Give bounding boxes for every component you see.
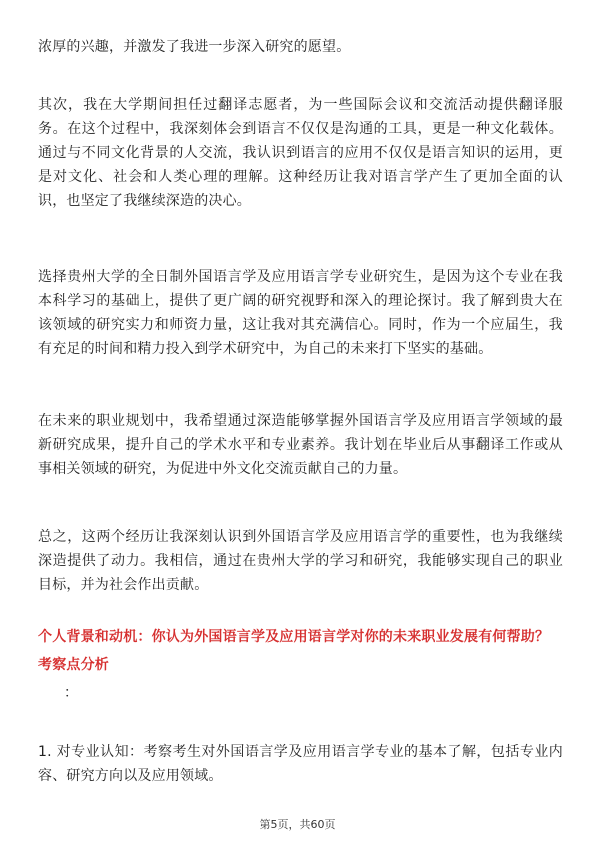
paragraph-career-plan: 在未来的职业规划中，我希望通过深造能够掌握外国语言学及应用语言学领域的最新研究成果，提升自己的学术水平和专业素养。我计划在毕业后从事翻译工作或从事相关领域的研究，为促进中外文化交流贡献自己的力量。 [38, 413, 563, 477]
paragraph-conclusion: 总之，这两个经历让我深刻认识到外国语言学及应用语言学的重要性，也为我继续深造提供了动力。我相信，通过在贵州大学的学习和研究，我能够实现自己的职业目标，并为社会作出贡献。 [38, 529, 563, 593]
paragraph-intro-continuation: 浓厚的兴趣，并激发了我进一步深入研究的愿望。 [38, 39, 351, 55]
analysis-point-1: 1. 对专业认知：考察考生对外国语言学及应用语言学专业的基本了解，包括专业内容、研究方向以及应用领域。 [38, 744, 563, 784]
analysis-heading: 考察点分析 [38, 657, 109, 673]
paragraph-choice-of-program: 选择贵州大学的全日制外国语言学及应用语言学专业研究生，是因为这个专业在我本科学习的基础上，提供了更广阔的研究视野和深入的理论探讨。我了解到贵大在该领域的研究实力和师资力量，这让我对其充满信心。同时，作为一个应届生，我有充足的时间和精力投入到学术研究中，为自己的未来打下坚实的基础。 [38, 269, 563, 357]
paragraph-translation-volunteer: 其次，我在大学期间担任过翻译志愿者，为一些国际会议和交流活动提供翻译服务。在这个过程中，我深刻体会到语言不仅仅是沟通的工具，更是一种文化载体。通过与不同文化背景的人交流，我认识到语言的应用不仅仅是语言知识的运用，更是对文化、社会和人类心理的理解。这种经历让我对语言学产生了更加全面的认识，也坚定了我继续深造的决心。 [38, 97, 563, 209]
page-number-footer: 第5页，共60页 [259, 818, 336, 831]
analysis-colon: ： [64, 685, 79, 701]
question-heading: 个人背景和动机：你认为外国语言学及应用语言学对你的未来职业发展有何帮助？ [38, 629, 550, 645]
